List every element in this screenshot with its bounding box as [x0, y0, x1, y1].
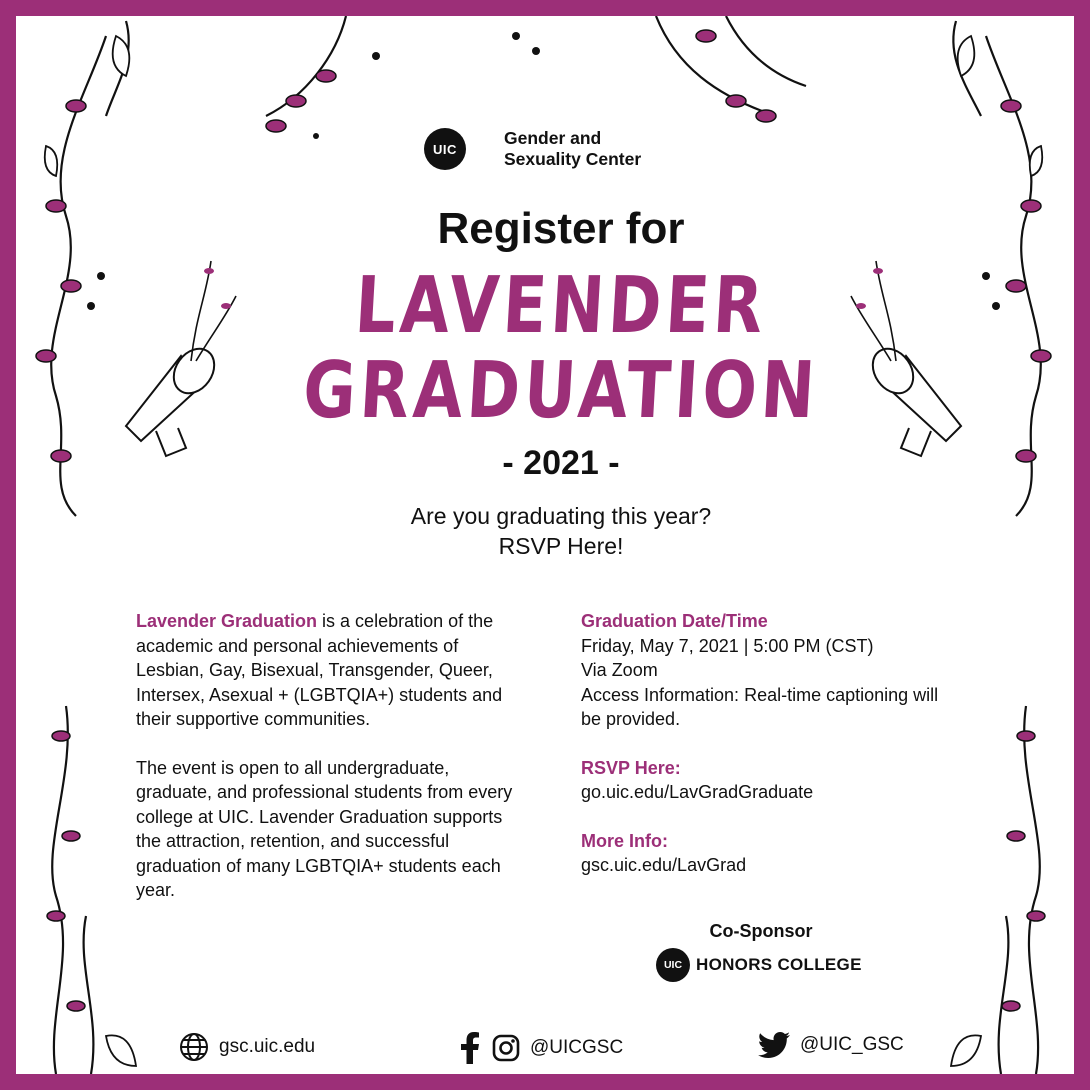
rsvp-label: RSVP Here: — [581, 757, 681, 778]
rsvp-link[interactable]: go.uic.edu/LavGradGraduate — [581, 782, 814, 802]
about-text-1: is a celebration of the academic and personal achievements of Lesbian, Gay, Bisexual, Transgender, Queer, Intersex, Asexual + (LGBTQIA+) students and their supportive communities. — [136, 611, 503, 729]
about-highlight: Lavender Graduation — [136, 611, 318, 631]
footer-twitter[interactable] — [758, 1032, 904, 1058]
org-name — [504, 128, 641, 170]
intro-question: Are you graduating this year? — [410, 503, 712, 529]
cosponsor-section — [656, 921, 876, 982]
venue: Via Zoom — [581, 660, 658, 680]
instagram-icon — [492, 1034, 520, 1062]
twitter-icon — [758, 1032, 790, 1058]
access-info: Access Information: Real-time captioning will be provided. — [581, 684, 939, 729]
honors-college-name: HONORS COLLEGE — [696, 955, 862, 974]
uic-logo-badge: UIC — [424, 128, 466, 170]
org-name-line1: Gender and — [504, 128, 602, 148]
facebook-icon — [460, 1032, 480, 1064]
date-block — [581, 609, 941, 732]
org-name-line2: Sexuality Center — [504, 149, 642, 169]
footer-facebook-instagram[interactable] — [460, 1032, 623, 1064]
register-heading: Register for — [437, 204, 685, 253]
about-paragraph-1 — [136, 609, 516, 732]
details-section — [581, 609, 941, 902]
cosponsor-label: Co-Sponsor — [709, 921, 813, 941]
globe-icon — [179, 1032, 209, 1062]
date-value: Friday, May 7, 2021 | 5:00 PM (CST) — [581, 635, 874, 656]
about-section — [136, 609, 516, 927]
org-header — [424, 128, 641, 170]
event-year: - 2021 - — [502, 444, 620, 482]
uicgsc-handle: @UICGSC — [530, 1037, 624, 1058]
title-line1: LAVENDER — [352, 261, 770, 351]
footer-website[interactable] — [179, 1032, 315, 1062]
info-block — [581, 829, 941, 878]
date-label: Graduation Date/Time — [581, 611, 768, 631]
info-label: More Info: — [581, 830, 668, 851]
info-link[interactable]: gsc.uic.edu/LavGrad — [581, 855, 747, 875]
intro-rsvp[interactable]: RSVP Here! — [498, 533, 624, 559]
about-paragraph-2: The event is open to all undergraduate, graduate, and professional students from every college at UIC. Lavender Graduation supports the attraction, retention, and successful graduation of many LGBTQIA+ students each year. — [136, 757, 513, 900]
uic-small-badge: UIC — [656, 948, 690, 982]
title-line2: GRADUATION — [300, 346, 822, 436]
honors-college-logo — [656, 948, 876, 982]
uic-gsc-handle: @UIC_GSC — [800, 1034, 904, 1055]
rsvp-block — [581, 756, 941, 805]
website-text: gsc.uic.edu — [219, 1036, 316, 1057]
intro-text — [16, 501, 1090, 561]
